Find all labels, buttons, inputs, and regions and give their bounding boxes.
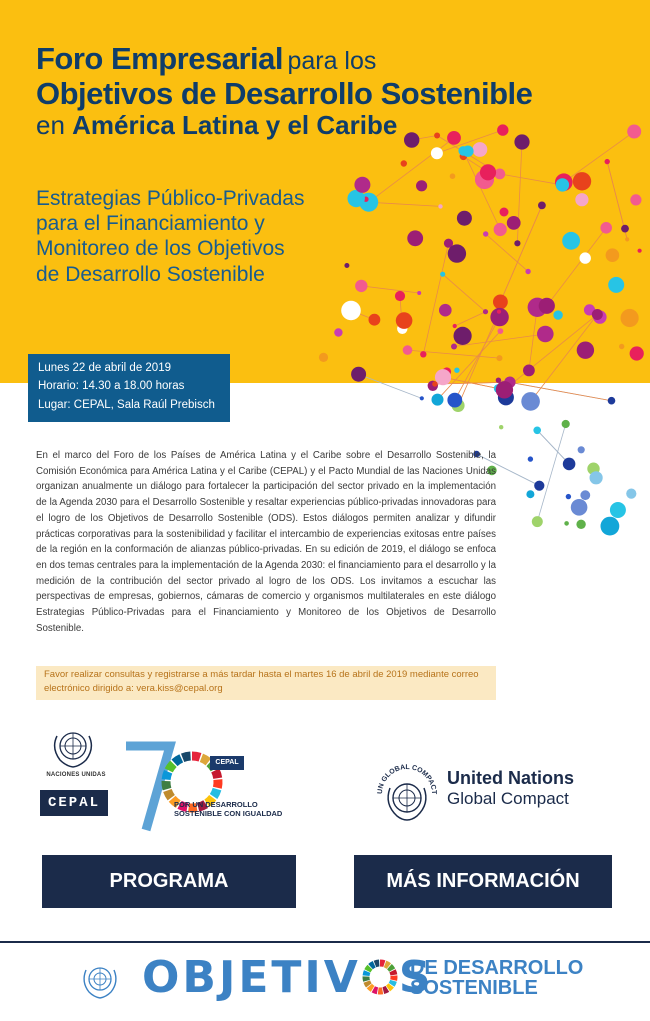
ring-segment bbox=[373, 989, 377, 990]
network-dot bbox=[578, 446, 585, 453]
sdg-sub-2: SOSTENIBLE bbox=[410, 977, 538, 999]
network-dot bbox=[562, 232, 580, 250]
network-dot bbox=[576, 520, 585, 529]
cepal-70-logo bbox=[122, 738, 283, 838]
network-dot bbox=[608, 397, 616, 405]
ring-segment bbox=[166, 781, 167, 789]
network-dot bbox=[605, 159, 610, 164]
title-rest-1: para los bbox=[287, 47, 377, 75]
network-dot bbox=[493, 295, 508, 310]
network-dot bbox=[625, 237, 629, 241]
network-dot bbox=[592, 309, 603, 320]
subtitle bbox=[36, 186, 326, 287]
ring-segment bbox=[366, 976, 367, 980]
ring-segment bbox=[388, 985, 391, 988]
registration-notice: Favor realizar consultas y registrarse a más tardar hasta el martes 16 de abril de 2019 mediante correo electrónico dirigido a: vera.kiss@cepal.org bbox=[36, 666, 496, 700]
network-dot bbox=[610, 502, 626, 518]
ring-segment bbox=[167, 790, 171, 797]
network-dot bbox=[539, 298, 555, 314]
title-bold-1: Foro Empresarial bbox=[36, 41, 283, 76]
network-dot bbox=[514, 134, 529, 149]
network-dot bbox=[553, 310, 562, 319]
subtitle-line: Monitoreo de los Objetivos bbox=[36, 237, 285, 261]
network-dot bbox=[407, 230, 423, 246]
programa-button[interactable]: PROGRAMA bbox=[42, 855, 296, 908]
gc-wordmark bbox=[447, 768, 574, 809]
network-link bbox=[455, 312, 486, 326]
objetivos-wordmark bbox=[142, 952, 434, 1003]
network-dot bbox=[395, 291, 405, 301]
sdg-sub-1: DE DESARROLLO bbox=[410, 957, 584, 979]
network-link bbox=[537, 424, 565, 522]
ring-segment bbox=[183, 756, 191, 758]
network-dot bbox=[630, 194, 641, 205]
network-dot bbox=[354, 177, 370, 193]
event-place: Lugar: CEPAL, Sala Raúl Prebisch bbox=[38, 398, 215, 411]
seventy-tagline bbox=[174, 800, 282, 819]
ring-segment bbox=[217, 780, 218, 788]
ring-segment bbox=[375, 963, 379, 964]
more-info-button[interactable]: MÁS INFORMACIÓN bbox=[354, 855, 612, 908]
network-dot bbox=[432, 381, 437, 386]
network-dot bbox=[341, 301, 361, 321]
un-label: NACIONES UNIDAS bbox=[46, 772, 106, 778]
network-dot bbox=[497, 355, 503, 361]
network-link bbox=[369, 202, 441, 206]
network-dot bbox=[451, 344, 457, 350]
network-dot bbox=[580, 252, 591, 263]
network-dot bbox=[532, 516, 543, 527]
network-dot bbox=[416, 180, 427, 191]
ring-segment bbox=[367, 982, 369, 986]
network-dot bbox=[439, 304, 452, 317]
ring-segment bbox=[366, 971, 367, 975]
sdg-subtitle bbox=[410, 958, 583, 998]
ring-segment bbox=[215, 770, 217, 778]
network-dot bbox=[621, 225, 629, 233]
network-dot bbox=[619, 344, 624, 349]
seventy-tagline-2: SOSTENIBLE CON IGUALDAD bbox=[174, 809, 283, 819]
network-dot bbox=[404, 132, 419, 147]
network-dot bbox=[514, 240, 520, 246]
network-dot bbox=[438, 204, 442, 208]
network-dot bbox=[600, 222, 612, 234]
network-dot bbox=[440, 272, 445, 277]
network-dot bbox=[507, 216, 521, 230]
network-dot bbox=[526, 490, 534, 498]
network-dot bbox=[575, 193, 588, 206]
network-dot bbox=[417, 291, 421, 295]
network-dot bbox=[564, 521, 569, 526]
ring-segment bbox=[391, 981, 393, 985]
network-dot bbox=[420, 396, 424, 400]
event-date: Lunes 22 de abril de 2019 bbox=[38, 362, 171, 374]
network-dot bbox=[562, 420, 570, 428]
network-dot bbox=[453, 324, 457, 328]
network-dot bbox=[403, 345, 413, 355]
ring-segment bbox=[214, 789, 217, 796]
network-dot bbox=[601, 517, 620, 536]
network-dot bbox=[528, 456, 533, 461]
network-link bbox=[564, 132, 634, 183]
network-dot bbox=[454, 327, 472, 345]
ring-segment bbox=[166, 772, 168, 780]
network-dot bbox=[571, 499, 588, 516]
network-dot bbox=[483, 309, 488, 314]
network-dot bbox=[494, 223, 507, 236]
network-dot bbox=[334, 328, 342, 336]
network-dot bbox=[480, 164, 496, 180]
subtitle-line: para el Financiamiento y bbox=[36, 212, 265, 236]
network-dot bbox=[434, 133, 440, 139]
network-dot bbox=[450, 173, 456, 179]
network-dot bbox=[447, 131, 461, 145]
title-line-2: Objetivos de Desarrollo Sostenible bbox=[36, 75, 533, 111]
network-dot bbox=[534, 481, 544, 491]
network-dot bbox=[627, 125, 641, 139]
network-dot bbox=[401, 160, 407, 166]
network-dot bbox=[431, 147, 443, 159]
network-dot bbox=[454, 368, 459, 373]
network-dot bbox=[420, 351, 426, 357]
network-dot bbox=[537, 326, 554, 343]
ring-segment bbox=[369, 986, 372, 989]
network-dot bbox=[538, 202, 546, 210]
seventy-tagline-1: POR UN DESARROLLO bbox=[174, 800, 258, 809]
network-dot bbox=[457, 211, 472, 226]
network-dot bbox=[626, 489, 636, 499]
network-dot bbox=[608, 277, 624, 293]
event-details bbox=[28, 354, 230, 422]
footer-divider bbox=[0, 941, 650, 943]
cepal-wordmark: CEPAL bbox=[40, 790, 108, 816]
network-dot bbox=[473, 142, 488, 157]
network-dot bbox=[499, 425, 503, 429]
subtitle-line: de Desarrollo Sostenible bbox=[36, 262, 265, 286]
network-dot bbox=[369, 314, 381, 326]
network-link bbox=[359, 374, 422, 398]
network-dot bbox=[590, 471, 603, 484]
cepal-flag: CEPAL bbox=[210, 756, 244, 770]
event-time: Horario: 14.30 a 18.00 horas bbox=[38, 380, 185, 393]
network-dot bbox=[580, 490, 590, 500]
network-dot bbox=[533, 427, 541, 435]
network-dot bbox=[483, 231, 488, 236]
network-dot bbox=[521, 392, 540, 411]
gc-line-1: United Nations bbox=[447, 768, 575, 788]
network-dot bbox=[577, 342, 594, 359]
network-link bbox=[361, 286, 419, 293]
ring-segment bbox=[370, 964, 374, 966]
gc-ring-text: UN GLOBAL COMPACT bbox=[376, 763, 438, 795]
ring-segment bbox=[389, 967, 392, 970]
network-link bbox=[423, 243, 448, 354]
network-dot bbox=[556, 178, 569, 191]
network-dot bbox=[573, 172, 591, 190]
ring-segment bbox=[392, 971, 393, 975]
network-dot bbox=[630, 346, 644, 360]
network-dot bbox=[344, 263, 349, 268]
ring-segment bbox=[201, 758, 208, 762]
network-link bbox=[500, 205, 542, 301]
network-dot bbox=[496, 378, 501, 383]
network-dot bbox=[525, 269, 530, 274]
ring-segment bbox=[380, 963, 384, 964]
network-dot bbox=[319, 353, 328, 362]
sdg-wheel-icon bbox=[361, 958, 399, 996]
sdg-banner bbox=[80, 952, 584, 1012]
network-dot bbox=[523, 365, 535, 377]
network-dot bbox=[351, 367, 366, 382]
seventy-graphic bbox=[122, 738, 262, 838]
network-dot bbox=[638, 249, 642, 253]
title-bold-3: América Latina y el Caribe bbox=[72, 110, 398, 141]
network-link bbox=[458, 312, 499, 406]
global-compact-icon bbox=[372, 756, 442, 826]
network-dot bbox=[494, 169, 505, 180]
un-emblem-icon bbox=[48, 726, 98, 770]
objetivos-start: OBJETIV bbox=[142, 952, 361, 1003]
network-link bbox=[500, 174, 563, 185]
network-link bbox=[537, 430, 569, 464]
ring-segment bbox=[169, 764, 174, 771]
ring-segment bbox=[385, 964, 389, 966]
network-dot bbox=[448, 244, 466, 262]
network-dot bbox=[497, 310, 501, 314]
ring-segment bbox=[383, 989, 387, 991]
network-dot bbox=[432, 394, 444, 406]
network-dot bbox=[566, 494, 571, 499]
ring-segment bbox=[367, 967, 370, 971]
network-dot bbox=[606, 248, 620, 262]
network-dot bbox=[500, 208, 509, 217]
objetivos-end: S bbox=[398, 952, 434, 1003]
network-dot bbox=[497, 124, 508, 135]
network-dot bbox=[621, 309, 639, 327]
network-dot bbox=[355, 280, 367, 292]
global-compact-logo bbox=[372, 756, 602, 816]
network-dot bbox=[496, 381, 513, 398]
title-prefix-3: en bbox=[36, 110, 65, 141]
un-emblem-icon bbox=[80, 962, 120, 1000]
gc-line-2: Global Compact bbox=[447, 789, 569, 808]
network-dot bbox=[458, 146, 468, 156]
intro-paragraph: En el marco del Foro de los Países de América Latina y el Caribe sobre el Desarrollo Sostenible, la Comisión Económica para América Latina y el Caribe (CEPAL) y el Pacto Mundial de las Naciones Unidas organizan anualmente un diálogo para fortalecer la participación del sector privado en la implementación de la Agenda 2030 para el Desarrollo Sostenible y resaltar experiencias público-privadas innovadoras para el logro de los Objetivos de Desarrollo Sostenible (ODS). Estos diálogos permiten analizar y difundir prácticas corporativas para la sostenibilidad y facilitar el intercambio de experiencias exitosas entre países de la región en la conformación de alianzas público-privadas. En su edición de 2019, el diálogo se enfoca en dos temas centrales para la implementación de la Agenda 2030: el financiamiento para el desarrollo y la medición de la contribución del sector privado al logro de los ODS. Los invitamos a escuchar las perspectivas de empresas, gobiernos, cámaras de comercio y organismos multilaterales en este diálogo Estrategias Público-Privadas para el Financiamiento y Monitoreo de los Objetivos de Desarrollo Sostenible. bbox=[36, 450, 496, 634]
network-dot bbox=[396, 312, 413, 329]
network-dot bbox=[498, 328, 504, 334]
ring-segment bbox=[174, 758, 181, 762]
subtitle-line: Estrategias Público-Privadas bbox=[36, 187, 305, 210]
ring-segment bbox=[192, 756, 200, 757]
network-dot bbox=[563, 458, 576, 471]
network-dot bbox=[447, 393, 462, 408]
